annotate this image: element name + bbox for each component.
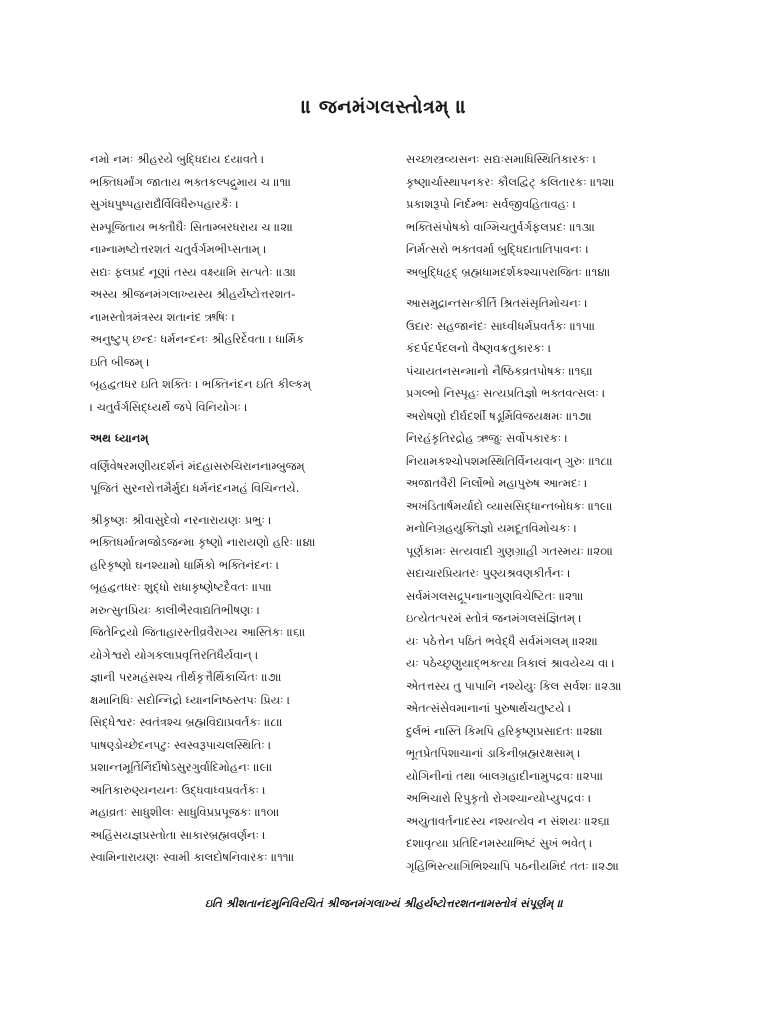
verse-line: અભિચારો રિપુકૃતો રોગશ્ચાન્યોપ્યુપદ્રવઃ । [406, 791, 592, 805]
verse-line: ભક્તિસંપોષકો વાગ્મિચતુર્વર્ગફલપ્રદઃ ॥૧૩॥ [406, 219, 596, 234]
colophon: ઇતિ શ્રીશતાનંદમુનિવિરચિતં શ્રીજનમંગલાખ્યં શ્રીહર્યષ્ટોત્તરશતનામસ્તોત્રં સંપૂર્ણમ્ ॥ [204, 897, 563, 910]
verse-line: મરુત્સુતપ્રિયઃ કાલીભૈરવાદ્યતિભીષણઃ । [90, 602, 261, 617]
dhyanam-verse [90, 455, 380, 500]
verse-line: ઉદારઃ સહજાનંદઃ સાધ્વીધર્મપ્રવર્તકઃ ॥૧૫॥ [406, 318, 596, 333]
verse-line: અસ્ય શ્રીજનમંગલાખ્યસ્ય શ્રીહર્યષ્ટોત્તરશત- [90, 287, 296, 301]
verse-line: જિતેન્દ્રિયો જિતાહારસ્તીવ્રવૈરાગ્ય આસ્તિકઃ ॥૬॥ [90, 625, 306, 639]
verse-line: એતત્તસ્ય તુ પાપાનિ નશ્યેયુઃ કિલ સર્વશઃ ॥૨૩॥ [406, 678, 622, 693]
verse-line: યોગિનીનાં તથા બાલગ્રહાદીનામુપદ્રવઃ ॥૨૫॥ [406, 768, 604, 783]
verse-line: હરિકૃષ્ણો ઘનશ્યામો ધાર્મિકો ભક્તિનંદનઃ । [90, 557, 280, 572]
verse-line: અબુદ્ધિહૃદ્ બ્રહ્મધામદર્શકશ્ચાપરાજિતઃ ॥૧૪॥ [406, 264, 611, 279]
verse-line: યોગેશ્વરો યોગકલાપ્રવૃત્તિરતિધૈર્યવાન્ । [90, 647, 259, 662]
right-column [406, 148, 706, 877]
verse-line: સ્વામિનારાયણઃ સ્વામી કાલદોષનિવારકઃ ॥૧૧॥ [90, 850, 295, 864]
verse-line: નામ્નામષ્ટોત્તરશતં ચતુર્વર્ગમભીપ્સતામ્ । [90, 242, 267, 256]
verse-line: નિયામકશ્ચોપશમસ્થિતિર્વિનયવાન્ ગુરુઃ ॥૧૮॥ [406, 453, 613, 468]
verse-line: ભક્તિધર્માંગ જાતાય ભક્તકલ્પદ્રુમાય ચ ॥૧॥ [90, 174, 292, 189]
verse-line: પૂજિતં સુરનરોત્તમૈર્મુદા ધર્મનંદનમહં વિચિન્તયે. [90, 481, 300, 495]
verse-line: બૃહદ્વ્રતધરઃ શુદ્ધો રાધાકૃષ્ણેષ્ટદૈવતઃ ॥૫॥ [90, 580, 272, 594]
verse-line: નામસ્તોત્રમંત્રસ્ય શતાનંદ ઋષિઃ । [90, 309, 235, 324]
verse-line: ઇતિ બીજમ્ । [90, 354, 150, 369]
verse-line: ઇત્યેતત્પરમં સ્તોત્રં જનમંગલસંજ્ઞિતમ્ । [406, 611, 582, 625]
names-verses-right-a [406, 148, 706, 283]
verse-line: પ્રશાન્તમૂર્તિર્નિર્દોષોઽસુરગુર્વાદિમોહનઃ ॥૯॥ [90, 760, 273, 774]
verse-line: યઃ પઠેત્તેન પઠિતં ભવેદ્ધૈ સર્વમંગલમ્ ॥૨૨॥ [406, 633, 599, 648]
verse-line: જ્ઞાની પરમહંસશ્ચ તીર્થકૃત્તૈર્થિકાર્ચિતઃ ॥૭॥ [90, 670, 282, 684]
verse-line: પાષણ્ડોચ્છેદનપટુઃ સ્વસ્વરૂપાચલસ્થિતિઃ । [90, 737, 272, 752]
verse-line: એતત્સંસેવમાનાનાં પુરુષાર્થચતુષ્ટયે । [406, 701, 572, 715]
verse-line: । ચતુર્વર્ગસિદ્ધ્યર્થે જપે વિનિયોગઃ । [90, 399, 248, 414]
verse-line: શ્રીકૃષ્ણઃ શ્રીવાસુદેવો નરનારાયણઃ પ્રભુઃ । [90, 512, 272, 527]
verse-line: ક્ષમાનિધિઃ સદોન્નિદ્રો ધ્યાનનિષ્ઠસ્તપઃ પ્રિયઃ । [90, 692, 291, 707]
verse-line: ભક્તિધર્માત્મજોઽજન્મા કૃષ્ણો નારાયણો હરિઃ ॥૪॥ [90, 535, 316, 549]
names-verses-left [90, 509, 380, 869]
verse-line: અયુતાવર્તનાદસ્ય નશ્યત્યેવ ન સંશયઃ ॥૨૬॥ [406, 813, 611, 828]
verse-line: ભૂતપ્રેતપિશાચાનાં ડાકિનીબ્રહ્મરક્ષસામ્ । [406, 746, 581, 760]
verse-line: અજાતવૈરી નિર્લોભો મહાપુરુષ આત્મદઃ । [406, 476, 588, 490]
verse-line: સર્વમંગલસદ્રૂપનાનાગુણવિચેષ્ટિતઃ ॥૨૧॥ [406, 588, 584, 603]
verse-line: બૃહદ્વ્રતધર ઇતિ શક્તિઃ । ભક્તિનંદન ઇતિ કીલ્કમ્ [90, 377, 311, 391]
verse-line: યઃ પઠેચ્છૃણુયાદ્ભક્ત્યા ત્રિકાલં શ્રાવયેચ્ચ વા । [406, 656, 615, 670]
verse-line: અખંડિતાર્ષમર્યાદો વ્યાસસિદ્ધાન્તબોધકઃ ॥૧૯॥ [406, 498, 613, 513]
verse-line: સિદ્ધેશ્વરઃ સ્વતંત્રશ્ચ બ્રહ્મવિદ્યાપ્રવર્તકઃ ॥૮॥ [90, 715, 283, 729]
verse-line: વર્ણિવેષરમણીયદર્શનં મંદહાસરુચિરાનનામ્બુજમ્ [90, 458, 305, 473]
verse-line: નિરહંકૃતિરદ્રોહ ઋજુઃ સર્વોપકારકઃ । [406, 431, 568, 445]
left-column [90, 148, 380, 869]
verse-line: સમ્પૂજિતાય ભક્તૌઘૈઃ સિતામ્બરધરાય ચ ॥૨॥ [90, 219, 294, 234]
verse-line: મહાવ્રતઃ સાધુશીલઃ સાધુવિપ્રપ્રપૂજકઃ ॥૧૦॥ [90, 805, 280, 819]
verse-line: નિર્મત્સરો ભક્તવર્મા બુદ્ધિદાતાતિપાવનઃ । [406, 242, 589, 256]
verse-line: અહિંસયજ્ઞપ્રસ્તોતા સાકારબ્રહ્મવર્ણનઃ । [90, 827, 266, 842]
verse-line: સચ્છાસ્ત્રવ્યસનઃ સદ્યઃસમાધિસ્થિતિકારકઃ । [406, 152, 597, 166]
verse-line: પ્રગલ્ભો નિસ્પૃહઃ સત્યપ્રતિજ્ઞો ભક્તવત્સલઃ । [406, 386, 606, 400]
verse-line: કૃષ્ણાર્ચાસ્થાપનકરઃ કૌલદ્વિટ્ કલિતારકઃ ॥૧૨॥ [406, 174, 615, 189]
verse-line: પ્રકાશરૂપો નિર્દમ્ભઃ સર્વજીવહિતાવહઃ । [406, 197, 576, 211]
verse-line: સદ્યઃ ફલપ્રદં નૂણાં તસ્ય વક્ષ્યામિ સત્પતેઃ ॥૩॥ [90, 264, 297, 279]
page-title: ॥ જનમંગલસ્તોત્રમ્ ॥ [301, 96, 467, 118]
verse-line: કંદર્પદર્પદલનો વૈષ્ણવક્રતુકારકઃ । [406, 341, 552, 355]
verse-line: નમો નમઃ શ્રીહરયે બુદ્ધિદાય દયાવતે । [90, 152, 265, 166]
names-verses-right-b [406, 292, 706, 877]
dhyanam-heading: અથ ધ્યાનમ્ [90, 431, 149, 445]
verse-line: મનોનિગ્રહયુક્તિજ્ઞો યમદૂતવિમોચકઃ । [406, 521, 577, 535]
verse-line: અરોષણો દીર્ઘદર્શી ષડૂર્મિવિજયક્ષમઃ ॥૧૭॥ [406, 408, 593, 423]
verse-line: દશાવૃત્યા પ્રતિદિનમસ્યાભિષ્ટં સુખં ભવેત્ । [406, 836, 593, 850]
verse-line: અતિકારુણ્યનયનઃ ઉદ્ધવાધ્વપ્રવર્તકઃ । [90, 782, 266, 797]
verse-line: અનુષ્ટુપ્ છન્દઃ ધર્મનન્દનઃ શ્રીહરિર્દેવતા । ધાર્મિક [90, 332, 305, 346]
verse-line: આસમુદ્રાન્તસત્કીર્તિ શ્રિતસંસૃતિમોચનઃ । [406, 296, 588, 310]
verse-line: ગૃહિભિસ્ત્યાગિભિશ્ચાપિ પઠનીયમિદં તતઃ ॥૨૭॥ [406, 858, 620, 873]
verse-line: સદાચારપ્રિયતરઃ પુણ્યશ્રવણકીર્તનઃ । [406, 566, 571, 580]
verse-line: પંચાયતનસન્માનો નૈષ્ઠિકવ્રતપોષકઃ ॥૧૬॥ [406, 363, 593, 378]
verse-line: દુર્લભં નાસ્તિ કિમપિ હરિકૃષ્ણપ્રસાદતઃ ॥૨૪॥ [406, 723, 603, 738]
verse-line: પૂર્ણકામઃ સત્યવાદી ગુણગ્રાહી ગતસ્મયઃ ॥૨૦॥ [406, 543, 614, 558]
verse-line: સુગંધપુષ્પહારાદ્યૈર્વિવિધૈરુપહારકૈઃ । [90, 197, 239, 211]
invocation-block [90, 148, 380, 418]
